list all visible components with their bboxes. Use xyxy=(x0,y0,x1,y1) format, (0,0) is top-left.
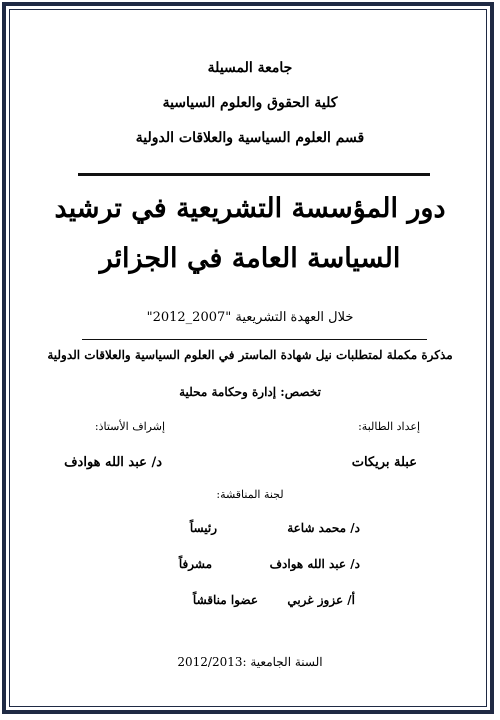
academic-year: السنة الجامعية :2012/2013 xyxy=(177,655,323,669)
thesis-title-line2: السياسة العامة في الجزائر xyxy=(99,243,401,274)
supervision-label: إشراف الأستاذ: xyxy=(94,420,165,433)
prepared-by-label: إعداد الطالبة: xyxy=(358,420,420,433)
thesis-title-line1: دور المؤسسة التشريعية في ترشيد xyxy=(54,193,446,224)
memo-description: مذكرة مكملة لمتطلبات نيل شهادة الماستر في العلوم السياسية والعلاقات الدولية xyxy=(47,348,453,362)
committee-member-role: عضوا مناقشاً xyxy=(192,593,258,607)
supervisor-name: د/ عبد الله هوادف xyxy=(64,455,162,470)
committee-label: لجنة المناقشة: xyxy=(216,488,284,501)
middle-rule xyxy=(82,339,427,340)
committee-member-role: مشرفاً xyxy=(178,557,212,571)
specialty: تخصص: إدارة وحكامة محلية xyxy=(179,385,321,399)
faculty-name: كلية الحقوق والعلوم السياسية xyxy=(162,95,338,111)
student-name: عبلة بريكات xyxy=(351,455,417,470)
department-name: قسم العلوم السياسية والعلاقات الدولية xyxy=(135,130,365,146)
university-name: جامعة المسيلة xyxy=(207,60,293,76)
committee-member-name: د/ محمد شاعة xyxy=(287,521,360,535)
committee-member-name: د/ عبد الله هوادف xyxy=(269,557,360,571)
top-rule xyxy=(78,173,430,176)
committee-member-name: أ/ عزوز غربي xyxy=(287,593,355,607)
committee-member-role: رئيساً xyxy=(189,521,217,535)
legislative-period: خلال العهدة التشريعية "2007_2012" xyxy=(146,310,354,325)
